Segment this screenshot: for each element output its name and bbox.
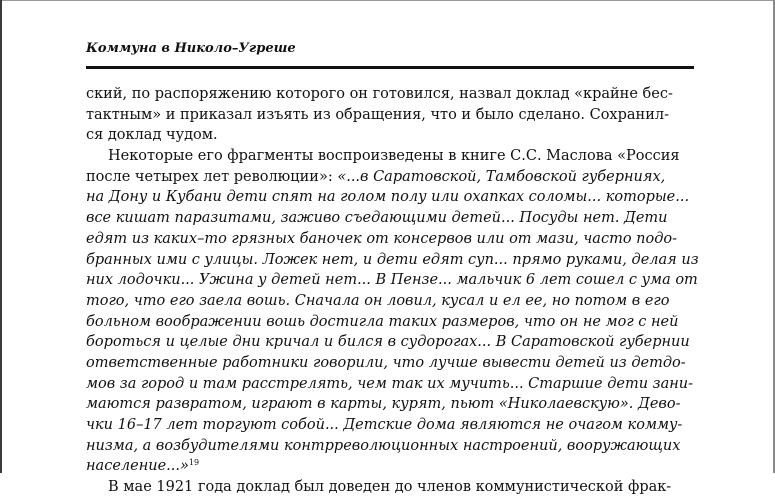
quote-line: ответственные работники говорили, что лучше вывести детей из детдо- — [86, 354, 686, 371]
text-span: после четырех лет революции»: — [86, 168, 338, 185]
text-line — [86, 167, 706, 188]
viewer-top-border — [0, 0, 775, 1]
quote-line: больном воображении вошь достигла таких размеров, что он не мог с ней — [86, 313, 679, 330]
text-line: Некоторые его фрагменты воспроизведены в книге С.С. Маслова «Россия — [108, 148, 680, 165]
footnote-reference[interactable]: 19 — [188, 458, 200, 468]
text-line: ский, по распоряжению которого он готовился, назвал доклад «крайне бес- — [86, 86, 673, 102]
text-line — [86, 456, 706, 477]
quote-line: едят из каких–то грязных баночек от консервов или от мази, часто подо- — [86, 230, 678, 247]
page-body — [86, 84, 706, 498]
quote-line: мов за город и там расстрелять, чем так их мучить... Старшие дети зани- — [86, 375, 694, 392]
paragraph-1 — [86, 84, 706, 146]
quote-line: бранных ими с улицы. Ложек нет, и дети едят суп... прямо руками, делая из — [86, 251, 699, 268]
quote-line: того, что его заела вошь. Сначала он ловил, кусал и ел ее, но потом в его — [86, 292, 670, 309]
quote-line: все кишат паразитами, заживо съедающими детей... Посуды нет. Дети — [86, 210, 668, 227]
text-line: ся доклад чудом. — [86, 127, 218, 144]
quote-end: население...» — [86, 458, 189, 475]
quote-line: на Дону и Кубани дети спят на голом полу или охапках соломы... которые... — [86, 189, 690, 206]
quote-line: чки 16–17 лет торгуют собой... Детские дома являются не очагом комму- — [86, 417, 683, 433]
quote-start: «...в Саратовской, Тамбовской губерниях, — [337, 168, 666, 185]
header-rule — [86, 66, 694, 69]
quote-line: маются развратом, играют в карты, курят, пьют «Николаевскую». Дево- — [86, 396, 681, 413]
paragraph-3 — [86, 477, 706, 498]
quote-line: низма, а возбудителями контрреволюционных настроений, вооружающих — [86, 437, 681, 454]
quote-line: них лодочки... Ужина у детей нет... В Пензе... мальчик 6 лет сошел с ума от — [86, 272, 698, 289]
viewer-left-border — [0, 0, 2, 473]
paragraph-2 — [86, 146, 706, 477]
quote-line: бороться и целые дни кричал и бился в судорогах... В Саратовской губернии — [86, 334, 690, 351]
text-line: тактным» и приказал изъять из обращения, что и было сделано. Сохранил- — [86, 106, 669, 123]
running-head: Коммуна в Николо–Угреше — [86, 41, 296, 56]
text-line-partial: В мае 1921 года доклад был доведен до членов коммунистической фрак- — [108, 479, 672, 496]
